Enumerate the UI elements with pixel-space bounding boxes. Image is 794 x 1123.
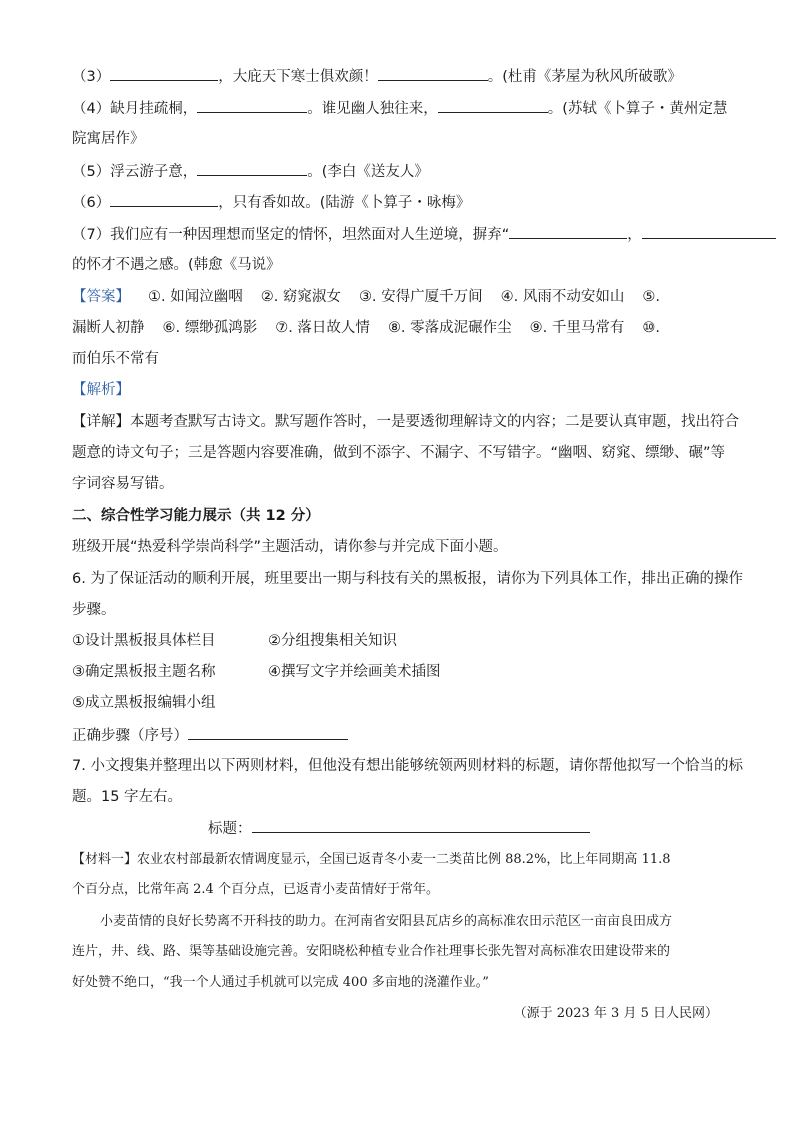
- answer-item-8: ⑧. 零落成泥碾作尘: [387, 320, 512, 336]
- question-4-line: [72, 98, 727, 119]
- q5-source: 。(李白《送友人》: [307, 164, 429, 180]
- answer-item-9: ⑨. 千里马常有: [529, 320, 625, 336]
- question-5-line: [72, 161, 429, 182]
- answer-item-2: ②. 窈窕淑女: [260, 289, 341, 305]
- answer-item-7: ⑦. 落日故人情: [275, 320, 370, 336]
- q7b-line-1: 7. 小文搜集并整理出以下两则材料，但他没有想出能够统领两则材料的标题，请你帮他拟写一个恰当的标: [72, 758, 743, 774]
- q4-source-2: 院寓居作》: [72, 131, 145, 147]
- material-p2-line-3: 好处赞不绝口，“我一个人通过手机就可以完成 400 多亩地的浇灌作业。”: [72, 975, 489, 990]
- answer-item-10-text: 而伯乐不常有: [72, 351, 159, 367]
- q7b-title-blank[interactable]: [252, 818, 590, 833]
- q6b-option-1: ①设计黑板报具体栏目: [72, 633, 216, 649]
- analysis-line-2: 题意的诗文句子；三是答题内容要准确，做到不添字、不漏字、不写错字。“幽咽、窈窕、缥缈、碾”等: [72, 445, 726, 461]
- q3-blank-2[interactable]: [378, 66, 488, 81]
- q7b-title-row: [208, 818, 590, 839]
- answer-line-3: [72, 349, 159, 369]
- q3-number: （3）: [72, 69, 111, 85]
- q6b-option-3: ③确定黑板报主题名称: [72, 664, 216, 680]
- q6b-answer-row: [72, 725, 348, 746]
- answer-item-1: ①. 如闻泣幽咽: [148, 289, 243, 305]
- q4-text: （4）缺月挂疏桐，: [72, 101, 198, 117]
- analysis-label: 【解析】: [72, 382, 130, 398]
- q6b-option-2: ②分组搜集相关知识: [268, 633, 397, 649]
- question-7-line: [72, 224, 776, 245]
- answer-item-3: ③. 安得广厦千万间: [358, 289, 483, 305]
- q4-source: 。(苏轼《卜算子・黄州定慧: [547, 101, 728, 117]
- q3-source: 。(杜甫《茅屋为秋风所破歌》: [487, 69, 682, 85]
- question-6-line: [72, 192, 470, 213]
- question-4-line-2: [72, 129, 145, 149]
- q7-blank-1[interactable]: [509, 224, 627, 239]
- section-2-intro: 班级开展“热爱科学崇尚科学”主题活动，请你参与并完成下面小题。: [72, 539, 508, 555]
- q6b-line-1: 6. 为了保证活动的顺利开展，班里要出一期与科技有关的黑板报，请你为下列具体工作，排出正确的操作: [72, 571, 743, 587]
- q7b-line-2: 题。15 字左右。: [72, 789, 183, 805]
- q6-blank[interactable]: [110, 192, 218, 207]
- q6-number: （6）: [72, 195, 111, 211]
- answer-item-5-text: 漏断人初静: [72, 320, 145, 336]
- q6b-answer-label: 正确步骤（序号）: [72, 728, 188, 744]
- q6b-line-2: 步骤。: [72, 602, 116, 618]
- q7-source: 的怀才不遇之感。(韩愈《马说》: [72, 257, 281, 273]
- q7-comma: ，: [627, 227, 642, 243]
- answer-line-2: [72, 318, 660, 338]
- q3-text: ，大庇天下寒士俱欢颜！: [218, 69, 378, 85]
- material-p2-line-2: 连片，井、线、路、渠等基础设施完善。安阳晓松种植专业合作社理事长张先智对高标准农田建设带来的: [72, 944, 671, 959]
- answer-line-1: [72, 287, 660, 307]
- section-2-title: 二、综合性学习能力展示（共 12 分）: [72, 508, 320, 524]
- question-7-line-2: [72, 255, 281, 275]
- analysis-line-1: 【详解】本题考查默写古诗文。默写题作答时，一是要透彻理解诗文的内容；二是要认真审题，找出符合: [72, 414, 739, 430]
- q5-text: （5）浮云游子意，: [72, 164, 198, 180]
- q6-source: ，只有香如故。(陆游《卜算子・咏梅》: [218, 195, 471, 211]
- q7b-title-label: 标题：: [208, 821, 252, 837]
- q6b-option-4: ④撰写文字并绘画美术插图: [268, 664, 441, 680]
- q3-blank-1[interactable]: [110, 66, 218, 81]
- answer-label: 【答案】: [72, 289, 130, 305]
- q7-blank-2[interactable]: [642, 224, 776, 239]
- q6b-option-5: ⑤成立黑板报编辑小组: [72, 695, 216, 711]
- q4-blank-1[interactable]: [197, 98, 307, 113]
- answer-item-5-number: ⑤.: [642, 289, 660, 305]
- material-p2-line-1: 小麦苗情的良好长势离不开科技的助力。在河南省安阳县瓦店乡的高标准农田示范区一亩亩良田成方: [100, 914, 673, 929]
- q7-text: （7）我们应有一种因理想而坚定的情怀，坦然面对人生逆境，摒弃“: [72, 227, 510, 243]
- q4-mid: 。谁见幽人独往来，: [307, 101, 438, 117]
- answer-item-4: ④. 风雨不动安如山: [500, 289, 625, 305]
- answer-item-6: ⑥. 缥缈孤鸿影: [162, 320, 258, 336]
- q6b-answer-blank[interactable]: [188, 725, 348, 740]
- material-p1-line-2: 个百分点，比常年高 2.4 个百分点，已返青小麦苗情好于常年。: [72, 882, 439, 897]
- analysis-line-3: 字词容易写错。: [72, 476, 174, 492]
- question-3-line: [72, 66, 682, 87]
- material-source: （源于 2023 年 3 月 5 日人民网）: [513, 1006, 718, 1021]
- answer-item-10-number: ⑩.: [642, 320, 660, 336]
- q5-blank[interactable]: [197, 161, 307, 176]
- material-p1-line-1: 【材料一】农业农村部最新农情调度显示，全国已返青冬小麦一二类苗比例 88.2%，比上年同期高 11.8: [72, 852, 671, 867]
- q4-blank-2[interactable]: [438, 98, 548, 113]
